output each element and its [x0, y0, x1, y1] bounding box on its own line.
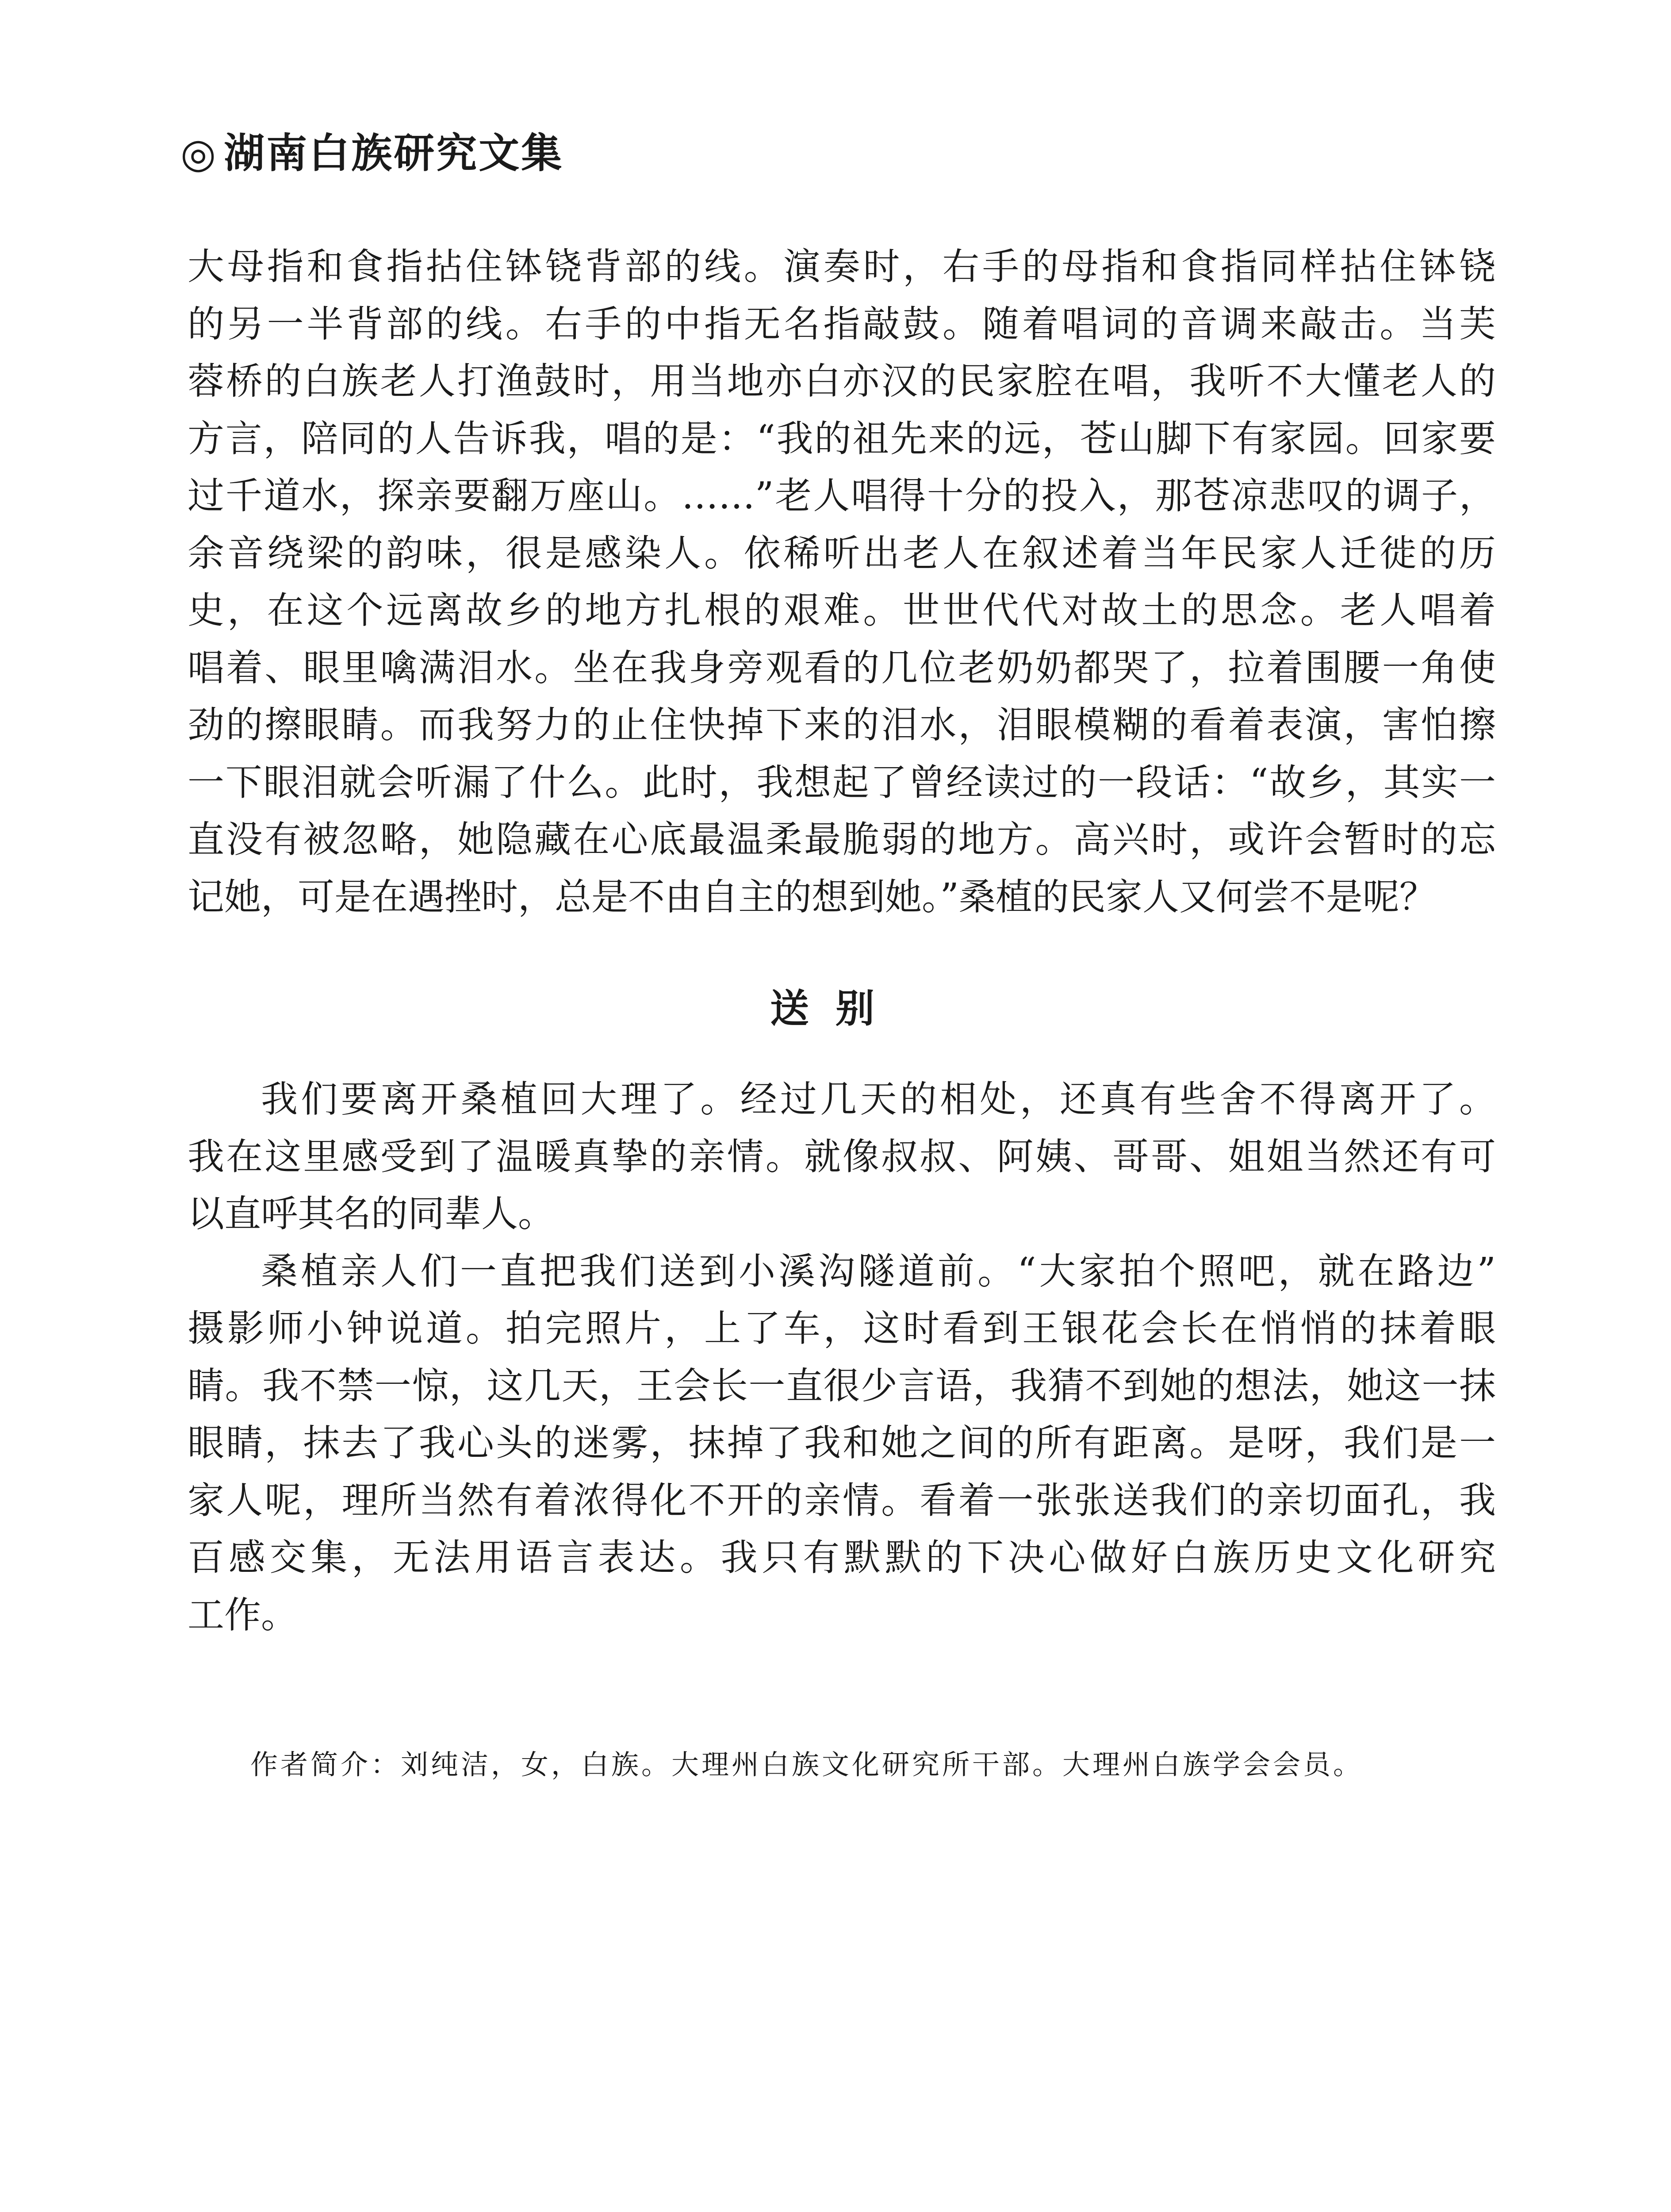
text-line: 眼睛，抹去了我心头的迷雾，抹掉了我和她之间的所有距离。是呀，我们是一	[188, 1421, 1496, 1464]
farewell-section-body	[188, 1071, 1496, 1644]
text-line: 家人呢，理所当然有着浓得化不开的亲情。看着一张张送我们的亲切面孔，我	[188, 1479, 1496, 1522]
text-line: 史，在这个远离故乡的地方扎根的艰难。世世代代对故土的思念。老人唱着	[188, 589, 1496, 632]
text-line: 记她，可是在遇挫时，总是不由自主的想到她。”桑植的民家人又何尝不是呢？	[188, 875, 1436, 918]
text-line: 的另一半背部的线。右手的中指无名指敲鼓。随着唱词的音调来敲击。当芙	[188, 302, 1496, 346]
section-heading: 送别	[770, 985, 901, 1031]
text-line: 百感交集，无法用语言表达。我只有默默的下决心做好白族历史文化研究	[188, 1536, 1496, 1579]
header-circle-mark: ◎	[180, 129, 218, 177]
text-line: 过千道水，探亲要翻万座山。……”老人唱得十分的投入，那苍凉悲叹的调子，	[188, 474, 1496, 517]
text-line: 蓉桥的白族老人打渔鼓时，用当地亦白亦汉的民家腔在唱，我听不大懂老人的	[188, 360, 1496, 403]
book-title: 湖南白族研究文集	[224, 129, 564, 177]
paragraph-continued	[188, 238, 1496, 926]
text-line: 劲的擦眼睛。而我努力的止住快掉下来的泪水，泪眼模糊的看着表演，害怕擦	[188, 703, 1496, 746]
text-line: 工作。	[188, 1593, 298, 1636]
text-line: 以直呼其名的同辈人。	[188, 1192, 555, 1235]
text-line: 桑植亲人们一直把我们送到小溪沟隧道前。“大家拍个照吧，就在路边”	[261, 1249, 1496, 1293]
text-line: 唱着、眼里噙满泪水。坐在我身旁观看的几位老奶奶都哭了，拉着围腰一角使	[188, 646, 1496, 689]
text-line: 睛。我不禁一惊，这几天，王会长一直很少言语，我猜不到她的想法，她这一抹	[188, 1364, 1496, 1407]
text-line: 直没有被忽略，她隐藏在心底最温柔最脆弱的地方。高兴时，或许会暂时的忘	[188, 818, 1496, 861]
text-line: 余音绕梁的韵味，很是感染人。依稀听出老人在叙述着当年民家人迁徙的历	[188, 531, 1496, 575]
text-line: 我们要离开桑植回大理了。经过几天的相处，还真有些舍不得离开了。	[261, 1078, 1496, 1121]
author-note: 作者简介：刘纯洁，女，白族。大理州白族文化研究所干部。大理州白族学会会员。	[250, 1748, 1364, 1781]
text-line: 方言，陪同的人告诉我，唱的是：“我的祖先来的远，苍山脚下有家园。回家要	[188, 417, 1496, 460]
text-line: 我在这里感受到了温暖真挚的亲情。就像叔叔、阿姨、哥哥、姐姐当然还有可	[188, 1135, 1496, 1178]
text-line: 摄影师小钟说道。拍完照片，上了车，这时看到王银花会长在悄悄的抹着眼	[188, 1307, 1496, 1350]
running-header	[180, 129, 564, 177]
text-line: 大母指和食指拈住钵铙背部的线。演奏时，右手的母指和食指同样拈住钵铙	[188, 245, 1496, 288]
text-line: 一下眼泪就会听漏了什么。此时，我想起了曾经读过的一段话：“故乡，其实一	[188, 760, 1496, 804]
